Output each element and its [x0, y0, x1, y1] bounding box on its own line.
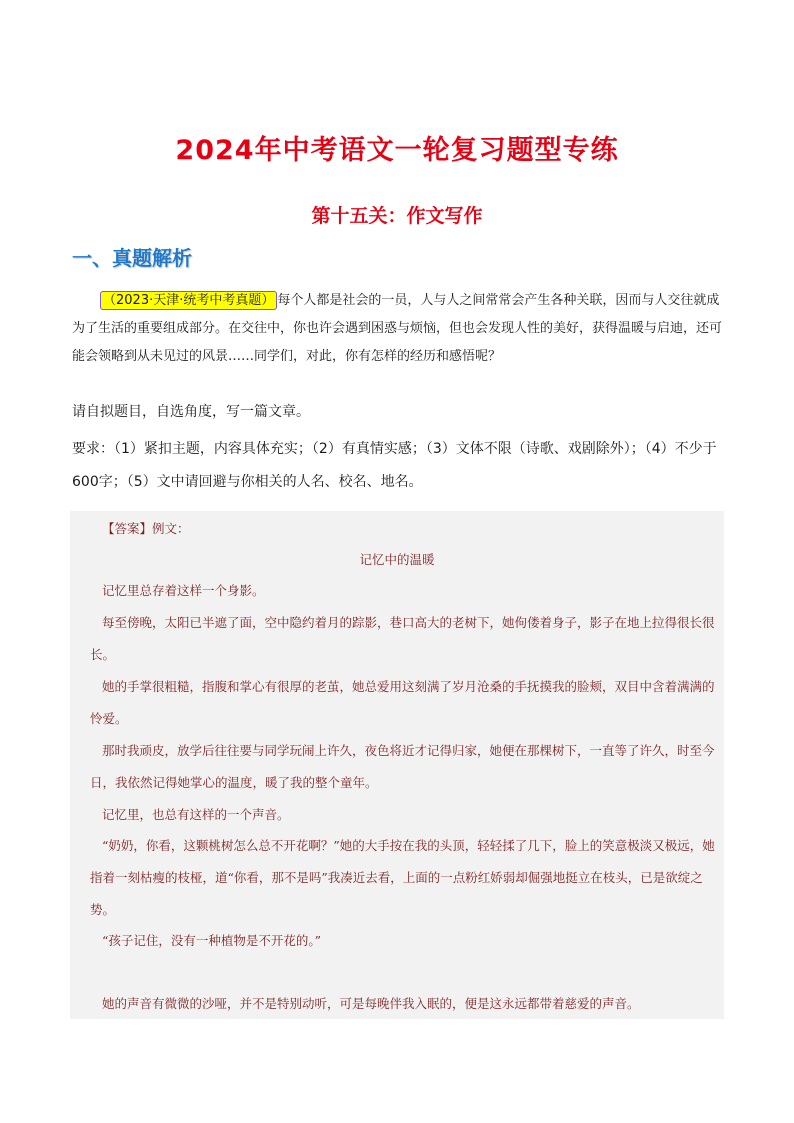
instruction-line: 请自拟题目，自选角度，写一篇文章。 — [72, 404, 310, 420]
answer-box — [70, 511, 724, 1019]
answer-label: 【答案】例文： — [102, 521, 190, 536]
essay-paragraph: “孩子记住，没有一种植物是不开花的。” — [102, 933, 322, 948]
requirements-text: 要求：（1）紧扣主题，内容具体充实；（2）有真情实感；（3）文体不限（诗歌、戏剧除外）；（4）不少于600字；（5）文中请回避与你相关的人名、校名、地名。 — [72, 441, 717, 490]
essay-paragraph: 每至傍晚，太阳已半遮了面，空中隐约着月的踪影，巷口高大的老树下，她佝偻着身子，影子在地上拉得很长很长。 — [90, 615, 715, 662]
source-tag: （2023·天津·统考中考真题） — [100, 291, 277, 310]
essay-paragraph: 记忆里总存着这样一个身影。 — [102, 583, 265, 598]
section-heading: 一、真题解析 — [72, 246, 192, 270]
essay-paragraph: “奶奶，你看，这颗桃树怎么总不开花啊？”她的大手按在我的头顶，轻轻揉了几下，脸上的笑意极淡又极远，她指着一刻枯瘦的枝桠，道“你看，那不是吗”我凑近去看，上面的一点粉红娇弱却倔强地挺立在枝头，已是欲绽之势。 — [90, 838, 715, 917]
essay-title: 记忆中的温暖 — [359, 552, 435, 567]
essay-paragraph: 记忆里，也总有这样的一个声音。 — [102, 807, 290, 822]
page-title: 2024年中考语文一轮复习题型专练 — [175, 135, 619, 166]
essay-paragraph: 那时我顽皮，放学后往往要与同学玩闹上许久，夜色将近才记得归家，她便在那棵树下，一直等了许久，时至今日，我依然记得她掌心的温度，暖了我的整个童年。 — [90, 743, 715, 790]
prompt-paragraph — [72, 287, 724, 371]
essay-paragraph: 她的手掌很粗糙，指腹和掌心有很厚的老茧，她总爱用这刻满了岁月沧桑的手抚摸我的脸颊，双目中含着满满的怜爱。 — [90, 679, 715, 726]
essay-paragraph: 她的声音有微微的沙哑，并不是特别动听，可是每晚伴我入眠的，便是这永远都带着慈爱的声音。 — [102, 996, 640, 1011]
page-subtitle: 第十五关：作文写作 — [311, 205, 483, 227]
prompt-text: 每个人都是社会的一员，人与人之间常常会产生各种关联，因而与人交往就成为了生活的重要组成部分。在交往中，你也许会遇到困惑与烦恼，但也会发现人性的美好，获得温暖与启迪，还可能会领略到从未见过的风景……同学们，对此，你有怎样的经历和感悟呢？ — [72, 293, 723, 364]
